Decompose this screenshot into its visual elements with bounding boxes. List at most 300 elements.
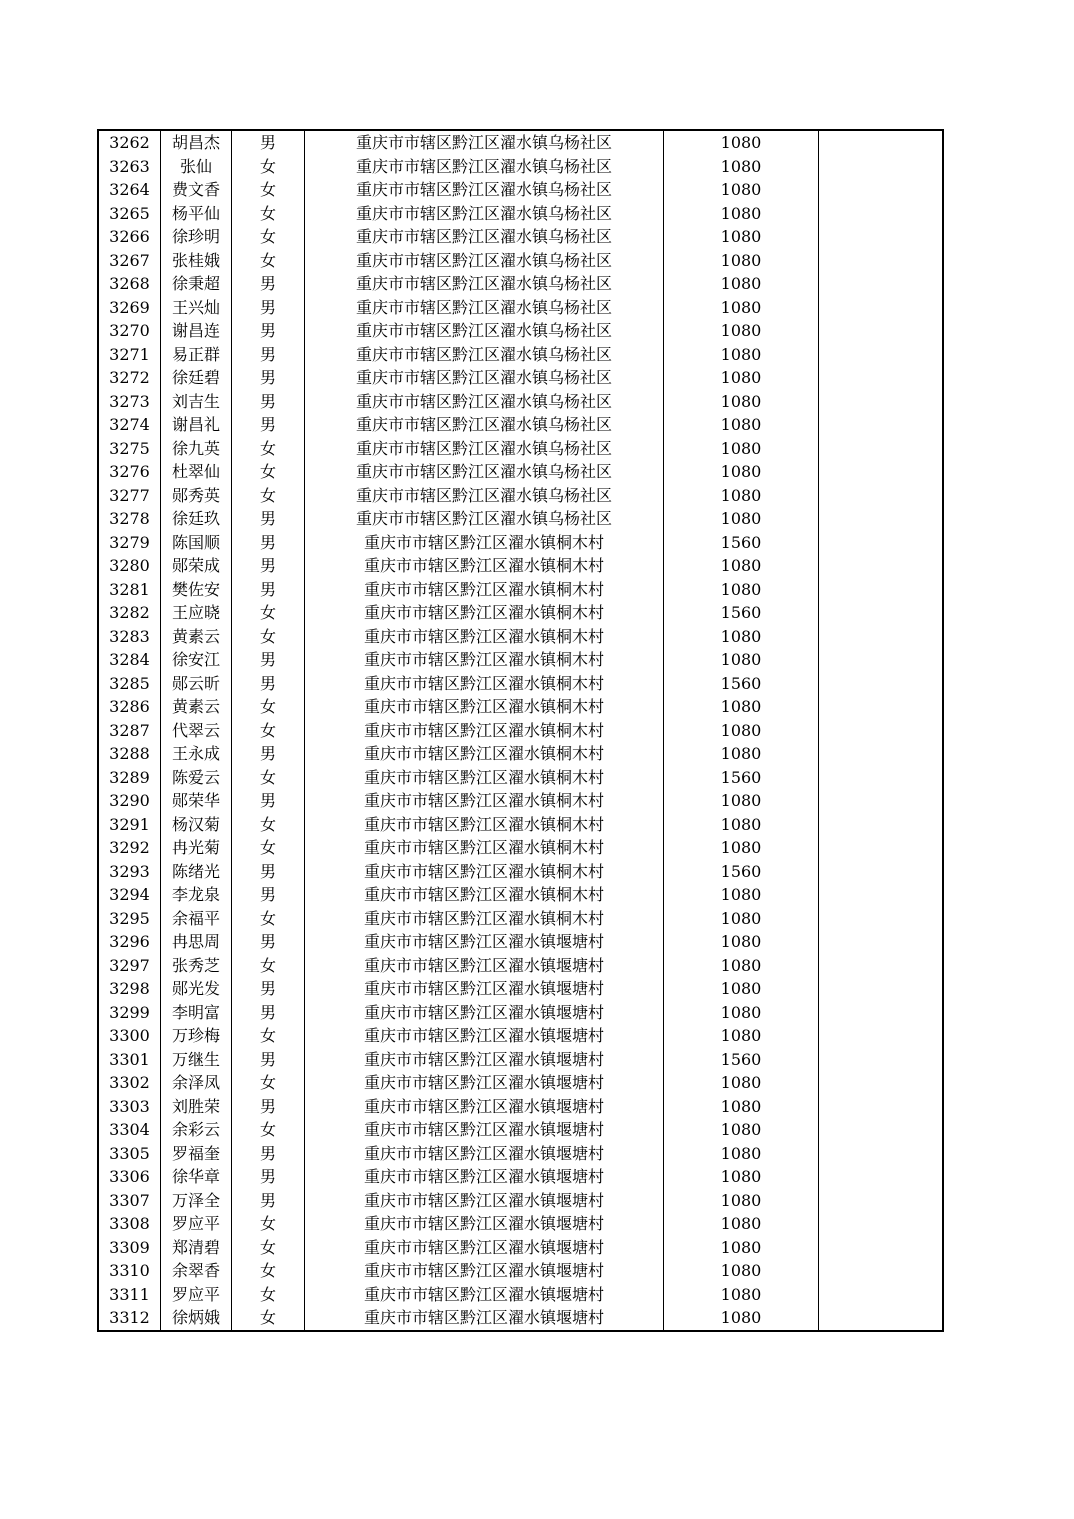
data-table	[97, 129, 944, 1332]
remark-cell	[819, 907, 944, 931]
address-cell: 重庆市市辖区黔江区濯水镇桐木村	[305, 813, 664, 837]
address-cell: 重庆市市辖区黔江区濯水镇桐木村	[305, 531, 664, 555]
amount-cell: 1080	[664, 789, 819, 813]
amount-cell: 1080	[664, 1259, 819, 1283]
address-cell: 重庆市市辖区黔江区濯水镇堰塘村	[305, 1306, 664, 1331]
remark-cell	[819, 202, 944, 226]
amount-cell: 1080	[664, 1306, 819, 1331]
record-number-cell: 3300	[98, 1024, 161, 1048]
table-row	[98, 155, 943, 179]
address-cell: 重庆市市辖区黔江区濯水镇堰塘村	[305, 1024, 664, 1048]
gender-cell: 男	[232, 296, 305, 320]
gender-cell: 男	[232, 977, 305, 1001]
name-cell: 罗应平	[161, 1212, 232, 1236]
address-cell: 重庆市市辖区黔江区濯水镇桐木村	[305, 695, 664, 719]
address-cell: 重庆市市辖区黔江区濯水镇堰塘村	[305, 1118, 664, 1142]
gender-cell: 女	[232, 1071, 305, 1095]
table-row	[98, 460, 943, 484]
remark-cell	[819, 366, 944, 390]
amount-cell: 1080	[664, 178, 819, 202]
remark-cell	[819, 1236, 944, 1260]
amount-cell: 1080	[664, 1212, 819, 1236]
table-row	[98, 1048, 943, 1072]
gender-cell: 男	[232, 507, 305, 531]
amount-cell: 1080	[664, 225, 819, 249]
name-cell: 徐廷碧	[161, 366, 232, 390]
amount-cell: 1080	[664, 883, 819, 907]
name-cell: 徐九英	[161, 437, 232, 461]
address-cell: 重庆市市辖区黔江区濯水镇桐木村	[305, 554, 664, 578]
record-number-cell: 3262	[98, 130, 161, 155]
table-row	[98, 1118, 943, 1142]
amount-cell: 1080	[664, 319, 819, 343]
name-cell: 罗福奎	[161, 1142, 232, 1166]
address-cell: 重庆市市辖区黔江区濯水镇乌杨社区	[305, 390, 664, 414]
name-cell: 郧云昕	[161, 672, 232, 696]
name-cell: 谢昌礼	[161, 413, 232, 437]
remark-cell	[819, 460, 944, 484]
record-number-cell: 3309	[98, 1236, 161, 1260]
address-cell: 重庆市市辖区黔江区濯水镇堰塘村	[305, 1259, 664, 1283]
amount-cell: 1560	[664, 531, 819, 555]
name-cell: 余泽凤	[161, 1071, 232, 1095]
remark-cell	[819, 836, 944, 860]
address-cell: 重庆市市辖区黔江区濯水镇桐木村	[305, 836, 664, 860]
amount-cell: 1080	[664, 413, 819, 437]
gender-cell: 女	[232, 1236, 305, 1260]
remark-cell	[819, 413, 944, 437]
remark-cell	[819, 484, 944, 508]
name-cell: 费文香	[161, 178, 232, 202]
record-number-cell: 3278	[98, 507, 161, 531]
table-row	[98, 742, 943, 766]
gender-cell: 男	[232, 1048, 305, 1072]
name-cell: 万泽全	[161, 1189, 232, 1213]
remark-cell	[819, 390, 944, 414]
amount-cell: 1080	[664, 954, 819, 978]
name-cell: 刘吉生	[161, 390, 232, 414]
gender-cell: 男	[232, 883, 305, 907]
address-cell: 重庆市市辖区黔江区濯水镇堰塘村	[305, 1212, 664, 1236]
name-cell: 王永成	[161, 742, 232, 766]
amount-cell: 1080	[664, 507, 819, 531]
remark-cell	[819, 813, 944, 837]
address-cell: 重庆市市辖区黔江区濯水镇乌杨社区	[305, 272, 664, 296]
address-cell: 重庆市市辖区黔江区濯水镇乌杨社区	[305, 225, 664, 249]
record-number-cell: 3274	[98, 413, 161, 437]
name-cell: 余福平	[161, 907, 232, 931]
address-cell: 重庆市市辖区黔江区濯水镇乌杨社区	[305, 178, 664, 202]
address-cell: 重庆市市辖区黔江区濯水镇桐木村	[305, 860, 664, 884]
name-cell: 胡昌杰	[161, 130, 232, 155]
name-cell: 李明富	[161, 1001, 232, 1025]
record-number-cell: 3311	[98, 1283, 161, 1307]
table-row	[98, 343, 943, 367]
record-number-cell: 3304	[98, 1118, 161, 1142]
remark-cell	[819, 1165, 944, 1189]
record-number-cell: 3269	[98, 296, 161, 320]
remark-cell	[819, 954, 944, 978]
remark-cell	[819, 930, 944, 954]
table-row	[98, 1024, 943, 1048]
remark-cell	[819, 672, 944, 696]
table-row	[98, 860, 943, 884]
amount-cell: 1080	[664, 813, 819, 837]
remark-cell	[819, 1142, 944, 1166]
amount-cell: 1080	[664, 366, 819, 390]
remark-cell	[819, 695, 944, 719]
remark-cell	[819, 860, 944, 884]
gender-cell: 男	[232, 272, 305, 296]
address-cell: 重庆市市辖区黔江区濯水镇桐木村	[305, 742, 664, 766]
name-cell: 杨平仙	[161, 202, 232, 226]
name-cell: 万继生	[161, 1048, 232, 1072]
table-row	[98, 1165, 943, 1189]
remark-cell	[819, 789, 944, 813]
amount-cell: 1080	[664, 130, 819, 155]
amount-cell: 1080	[664, 695, 819, 719]
name-cell: 张秀芝	[161, 954, 232, 978]
table-row	[98, 202, 943, 226]
record-number-cell: 3280	[98, 554, 161, 578]
remark-cell	[819, 507, 944, 531]
amount-cell: 1080	[664, 202, 819, 226]
name-cell: 郧荣华	[161, 789, 232, 813]
remark-cell	[819, 272, 944, 296]
name-cell: 陈爱云	[161, 766, 232, 790]
address-cell: 重庆市市辖区黔江区濯水镇堰塘村	[305, 1236, 664, 1260]
remark-cell	[819, 578, 944, 602]
amount-cell: 1080	[664, 1001, 819, 1025]
gender-cell: 男	[232, 742, 305, 766]
spreadsheet-page	[97, 129, 935, 1332]
amount-cell: 1080	[664, 296, 819, 320]
gender-cell: 男	[232, 648, 305, 672]
gender-cell: 女	[232, 813, 305, 837]
amount-cell: 1080	[664, 1283, 819, 1307]
record-number-cell: 3268	[98, 272, 161, 296]
address-cell: 重庆市市辖区黔江区濯水镇乌杨社区	[305, 202, 664, 226]
name-cell: 王应晓	[161, 601, 232, 625]
record-number-cell: 3275	[98, 437, 161, 461]
name-cell: 杨汉菊	[161, 813, 232, 837]
address-cell: 重庆市市辖区黔江区濯水镇堰塘村	[305, 1001, 664, 1025]
table-row	[98, 813, 943, 837]
gender-cell: 女	[232, 484, 305, 508]
amount-cell: 1080	[664, 578, 819, 602]
table-row	[98, 907, 943, 931]
remark-cell	[819, 1095, 944, 1119]
amount-cell: 1560	[664, 601, 819, 625]
remark-cell	[819, 1024, 944, 1048]
table-row	[98, 930, 943, 954]
address-cell: 重庆市市辖区黔江区濯水镇桐木村	[305, 648, 664, 672]
name-cell: 徐安江	[161, 648, 232, 672]
name-cell: 郧光发	[161, 977, 232, 1001]
address-cell: 重庆市市辖区黔江区濯水镇乌杨社区	[305, 437, 664, 461]
amount-cell: 1080	[664, 1189, 819, 1213]
table-row	[98, 249, 943, 273]
address-cell: 重庆市市辖区黔江区濯水镇堰塘村	[305, 1071, 664, 1095]
amount-cell: 1080	[664, 484, 819, 508]
record-number-cell: 3282	[98, 601, 161, 625]
name-cell: 徐华章	[161, 1165, 232, 1189]
remark-cell	[819, 601, 944, 625]
remark-cell	[819, 319, 944, 343]
gender-cell: 男	[232, 1165, 305, 1189]
address-cell: 重庆市市辖区黔江区濯水镇乌杨社区	[305, 249, 664, 273]
record-number-cell: 3273	[98, 390, 161, 414]
gender-cell: 女	[232, 1024, 305, 1048]
table-row	[98, 625, 943, 649]
amount-cell: 1080	[664, 249, 819, 273]
amount-cell: 1080	[664, 1236, 819, 1260]
remark-cell	[819, 1189, 944, 1213]
gender-cell: 女	[232, 1118, 305, 1142]
remark-cell	[819, 178, 944, 202]
name-cell: 李龙泉	[161, 883, 232, 907]
record-number-cell: 3283	[98, 625, 161, 649]
address-cell: 重庆市市辖区黔江区濯水镇堰塘村	[305, 1165, 664, 1189]
record-number-cell: 3272	[98, 366, 161, 390]
name-cell: 易正群	[161, 343, 232, 367]
gender-cell: 男	[232, 789, 305, 813]
record-number-cell: 3302	[98, 1071, 161, 1095]
name-cell: 张仙	[161, 155, 232, 179]
gender-cell: 女	[232, 460, 305, 484]
address-cell: 重庆市市辖区黔江区濯水镇乌杨社区	[305, 366, 664, 390]
table-row	[98, 554, 943, 578]
amount-cell: 1080	[664, 742, 819, 766]
name-cell: 陈国顺	[161, 531, 232, 555]
gender-cell: 女	[232, 225, 305, 249]
table-row	[98, 178, 943, 202]
table-row	[98, 789, 943, 813]
address-cell: 重庆市市辖区黔江区濯水镇桐木村	[305, 883, 664, 907]
address-cell: 重庆市市辖区黔江区濯水镇桐木村	[305, 625, 664, 649]
record-number-cell: 3270	[98, 319, 161, 343]
record-number-cell: 3291	[98, 813, 161, 837]
table-row	[98, 1259, 943, 1283]
remark-cell	[819, 437, 944, 461]
record-number-cell: 3292	[98, 836, 161, 860]
name-cell: 郑清碧	[161, 1236, 232, 1260]
amount-cell: 1080	[664, 272, 819, 296]
table-row	[98, 1189, 943, 1213]
record-number-cell: 3307	[98, 1189, 161, 1213]
record-number-cell: 3306	[98, 1165, 161, 1189]
table-row	[98, 1142, 943, 1166]
remark-cell	[819, 130, 944, 155]
record-number-cell: 3299	[98, 1001, 161, 1025]
name-cell: 黄素云	[161, 695, 232, 719]
address-cell: 重庆市市辖区黔江区濯水镇堰塘村	[305, 954, 664, 978]
gender-cell: 女	[232, 1283, 305, 1307]
table-row	[98, 130, 943, 155]
amount-cell: 1080	[664, 1142, 819, 1166]
record-number-cell: 3305	[98, 1142, 161, 1166]
record-number-cell: 3312	[98, 1306, 161, 1331]
table-row	[98, 319, 943, 343]
gender-cell: 女	[232, 766, 305, 790]
table-row	[98, 437, 943, 461]
table-row	[98, 836, 943, 860]
table-row	[98, 766, 943, 790]
record-number-cell: 3298	[98, 977, 161, 1001]
address-cell: 重庆市市辖区黔江区濯水镇桐木村	[305, 672, 664, 696]
record-number-cell: 3279	[98, 531, 161, 555]
name-cell: 张桂娥	[161, 249, 232, 273]
record-number-cell: 3266	[98, 225, 161, 249]
table-row	[98, 1236, 943, 1260]
record-number-cell: 3263	[98, 155, 161, 179]
address-cell: 重庆市市辖区黔江区濯水镇桐木村	[305, 578, 664, 602]
record-number-cell: 3285	[98, 672, 161, 696]
address-cell: 重庆市市辖区黔江区濯水镇乌杨社区	[305, 319, 664, 343]
amount-cell: 1080	[664, 648, 819, 672]
amount-cell: 1560	[664, 672, 819, 696]
record-number-cell: 3288	[98, 742, 161, 766]
amount-cell: 1080	[664, 343, 819, 367]
remark-cell	[819, 1071, 944, 1095]
table-row	[98, 296, 943, 320]
remark-cell	[819, 883, 944, 907]
amount-cell: 1080	[664, 977, 819, 1001]
gender-cell: 女	[232, 249, 305, 273]
name-cell: 冉思周	[161, 930, 232, 954]
amount-cell: 1080	[664, 554, 819, 578]
record-number-cell: 3293	[98, 860, 161, 884]
table-row	[98, 578, 943, 602]
name-cell: 杜翠仙	[161, 460, 232, 484]
table-row	[98, 1071, 943, 1095]
record-number-cell: 3295	[98, 907, 161, 931]
gender-cell: 女	[232, 202, 305, 226]
amount-cell: 1080	[664, 907, 819, 931]
address-cell: 重庆市市辖区黔江区濯水镇乌杨社区	[305, 155, 664, 179]
gender-cell: 男	[232, 1095, 305, 1119]
address-cell: 重庆市市辖区黔江区濯水镇桐木村	[305, 719, 664, 743]
remark-cell	[819, 296, 944, 320]
table-row	[98, 883, 943, 907]
table-row	[98, 366, 943, 390]
table-row	[98, 1283, 943, 1307]
table-row	[98, 413, 943, 437]
name-cell: 冉光菊	[161, 836, 232, 860]
amount-cell: 1080	[664, 155, 819, 179]
name-cell: 王兴灿	[161, 296, 232, 320]
table-row	[98, 1212, 943, 1236]
name-cell: 郧荣成	[161, 554, 232, 578]
address-cell: 重庆市市辖区黔江区濯水镇乌杨社区	[305, 343, 664, 367]
record-number-cell: 3267	[98, 249, 161, 273]
address-cell: 重庆市市辖区黔江区濯水镇桐木村	[305, 601, 664, 625]
remark-cell	[819, 766, 944, 790]
table-row	[98, 1095, 943, 1119]
amount-cell: 1080	[664, 930, 819, 954]
gender-cell: 男	[232, 930, 305, 954]
table-row	[98, 507, 943, 531]
record-number-cell: 3301	[98, 1048, 161, 1072]
name-cell: 陈绪光	[161, 860, 232, 884]
table-row	[98, 1001, 943, 1025]
table-row	[98, 1306, 943, 1331]
table-row	[98, 484, 943, 508]
gender-cell: 女	[232, 1259, 305, 1283]
name-cell: 黄素云	[161, 625, 232, 649]
gender-cell: 男	[232, 860, 305, 884]
address-cell: 重庆市市辖区黔江区濯水镇堰塘村	[305, 1095, 664, 1119]
amount-cell: 1080	[664, 1024, 819, 1048]
name-cell: 徐炳娥	[161, 1306, 232, 1331]
amount-cell: 1080	[664, 1071, 819, 1095]
address-cell: 重庆市市辖区黔江区濯水镇堰塘村	[305, 1283, 664, 1307]
gender-cell: 男	[232, 672, 305, 696]
remark-cell	[819, 719, 944, 743]
gender-cell: 女	[232, 437, 305, 461]
table-row	[98, 695, 943, 719]
gender-cell: 女	[232, 155, 305, 179]
remark-cell	[819, 1048, 944, 1072]
name-cell: 谢昌连	[161, 319, 232, 343]
address-cell: 重庆市市辖区黔江区濯水镇桐木村	[305, 789, 664, 813]
address-cell: 重庆市市辖区黔江区濯水镇堰塘村	[305, 1048, 664, 1072]
gender-cell: 男	[232, 343, 305, 367]
remark-cell	[819, 1283, 944, 1307]
amount-cell: 1560	[664, 860, 819, 884]
remark-cell	[819, 1212, 944, 1236]
remark-cell	[819, 554, 944, 578]
record-number-cell: 3265	[98, 202, 161, 226]
name-cell: 余彩云	[161, 1118, 232, 1142]
table-body	[98, 130, 943, 1331]
remark-cell	[819, 343, 944, 367]
table-row	[98, 601, 943, 625]
record-number-cell: 3276	[98, 460, 161, 484]
record-number-cell: 3281	[98, 578, 161, 602]
name-cell: 徐廷玖	[161, 507, 232, 531]
record-number-cell: 3287	[98, 719, 161, 743]
gender-cell: 男	[232, 390, 305, 414]
record-number-cell: 3289	[98, 766, 161, 790]
amount-cell: 1080	[664, 719, 819, 743]
table-row	[98, 272, 943, 296]
gender-cell: 男	[232, 578, 305, 602]
address-cell: 重庆市市辖区黔江区濯水镇乌杨社区	[305, 460, 664, 484]
gender-cell: 女	[232, 836, 305, 860]
record-number-cell: 3286	[98, 695, 161, 719]
table-row	[98, 648, 943, 672]
amount-cell: 1560	[664, 766, 819, 790]
table-row	[98, 719, 943, 743]
gender-cell: 女	[232, 625, 305, 649]
table-row	[98, 390, 943, 414]
gender-cell: 女	[232, 1306, 305, 1331]
address-cell: 重庆市市辖区黔江区濯水镇堰塘村	[305, 930, 664, 954]
gender-cell: 男	[232, 319, 305, 343]
record-number-cell: 3303	[98, 1095, 161, 1119]
name-cell: 徐珍明	[161, 225, 232, 249]
address-cell: 重庆市市辖区黔江区濯水镇桐木村	[305, 907, 664, 931]
address-cell: 重庆市市辖区黔江区濯水镇乌杨社区	[305, 413, 664, 437]
address-cell: 重庆市市辖区黔江区濯水镇乌杨社区	[305, 507, 664, 531]
gender-cell: 女	[232, 1212, 305, 1236]
remark-cell	[819, 1259, 944, 1283]
address-cell: 重庆市市辖区黔江区濯水镇堰塘村	[305, 977, 664, 1001]
remark-cell	[819, 225, 944, 249]
record-number-cell: 3294	[98, 883, 161, 907]
gender-cell: 女	[232, 907, 305, 931]
